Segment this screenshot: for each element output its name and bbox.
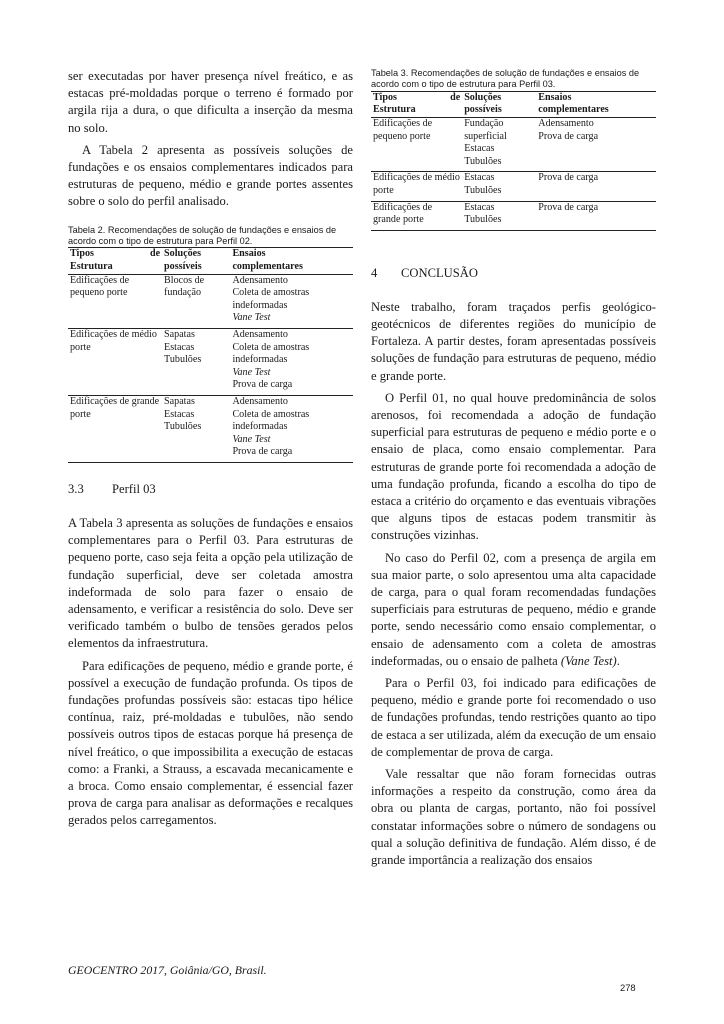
table-caption: Tabela 3. Recomendações de solução de fundações e ensaios de acordo com o tipo de estrutura para Perfil 03. bbox=[371, 68, 640, 90]
cell-solucoes bbox=[162, 395, 230, 462]
cell-solucoes bbox=[162, 329, 230, 396]
header-text: Tipos bbox=[70, 248, 94, 260]
paragraph: O Perfil 01, no qual houve predominância de solos arenosos, foi recomendada a adoção de fundação superficial para estruturas de pequeno e médio porte e o ensaio de placa, como ensaio complementar. Para estruturas de grande porte foi recomendada a adoção de uma fundação profunda, ficando a escolha do tipo de estaca a critério do orçamento e das eventuais vibrações que alguns tipos de estacas podem transmitir às construções vizinhas. bbox=[371, 390, 656, 543]
header-text: Tipos bbox=[373, 91, 397, 103]
paragraph-text: No caso do Perfil 02, com a presença de argila em sua maior parte, o solo apresentou uma alta capacidade de carga, para o qual foram recomendadas fundações superficiais para estruturas de pequeno, médio e grande porte, sendo necessário como ensaio complementar, o ensaio de adensamento com a coleta de amostras indeformadas, ou o ensaio de palheta bbox=[371, 550, 656, 668]
cell-tipo: Edificações de pequeno porte bbox=[70, 274, 130, 299]
page-number: 278 bbox=[620, 982, 636, 993]
cell-line: fundação bbox=[164, 287, 202, 299]
cell-ensaios bbox=[230, 274, 353, 328]
cell-ensaios bbox=[536, 118, 656, 172]
italic-term: (Vane Test) bbox=[560, 653, 617, 668]
cell-ensaios bbox=[536, 172, 656, 201]
header-text: complementares bbox=[232, 261, 303, 273]
cell-tipo: Edificações de médio porte bbox=[70, 329, 157, 353]
header-tipos bbox=[371, 91, 462, 117]
cell-line: Sapatas bbox=[164, 395, 195, 407]
header-text: possíveis bbox=[164, 261, 202, 273]
cell-line: Adensamento bbox=[232, 329, 288, 340]
paragraph: ser executadas por haver presença nível freático, e as estacas pré-moldadas porque o terreno é formado por argila rija a dura, o que dificulta a inserção da mesma no solo. bbox=[68, 69, 353, 135]
cell-line: indeformadas bbox=[232, 421, 288, 433]
table bbox=[68, 247, 353, 463]
table-row bbox=[371, 172, 656, 201]
cell-line: Coleta de amostras bbox=[232, 341, 310, 353]
cell-tipo: Edificações de grande porte bbox=[373, 201, 433, 226]
header-text: Soluções bbox=[164, 248, 202, 260]
table-row bbox=[68, 329, 353, 396]
header-text: de bbox=[450, 91, 461, 103]
cell-line: Prova de carga bbox=[232, 379, 293, 391]
cell-line: Sapatas bbox=[164, 329, 195, 340]
cell-line: Vane Test bbox=[232, 366, 271, 378]
header-text: Soluções bbox=[464, 91, 502, 103]
cell-ensaios bbox=[230, 329, 353, 396]
cell-tipo: Edificações de médio porte bbox=[373, 172, 460, 196]
header-text: Estrutura bbox=[70, 261, 113, 273]
header-text: possíveis bbox=[464, 104, 502, 116]
paragraph: A Tabela 3 apresenta as soluções de fundações e ensaios complementares para o Perfil 03. Para estruturas de pequeno porte, caso seja feita a opção pela utilização de fundação superficial, deve ser coletada amostra indeformada de solo para fazer o ensaio de adensamento, e verificar a resistência do solo. Deve ser verificado também o bulbo de tensões gerados pelos elementos da infraestrutura. bbox=[68, 515, 353, 651]
section-title: CONCLUSÃO bbox=[401, 265, 478, 280]
table-row bbox=[68, 274, 353, 328]
table-row bbox=[371, 201, 656, 230]
paragraph: Para o Perfil 03, foi indicado para edificações de pequeno, médio e grande porte foi recomendado o uso de fundações profundas, tendo restrições quanto ao tipo de estaca a ser utilizada, além da execução de um ensaio de complementar de prova de carga. bbox=[371, 676, 656, 759]
cell-solucoes bbox=[462, 201, 536, 230]
cell-line: Tubulões bbox=[464, 184, 502, 196]
section-heading-3-3 bbox=[68, 481, 353, 498]
paragraph bbox=[371, 550, 656, 670]
header-text: Estrutura bbox=[373, 104, 416, 116]
table-3 bbox=[371, 68, 656, 231]
right-column bbox=[371, 68, 656, 869]
section-title: Perfil 03 bbox=[112, 481, 156, 496]
cell-line: indeformadas bbox=[232, 299, 288, 311]
table-2 bbox=[68, 225, 353, 463]
cell-line: Estacas bbox=[464, 172, 495, 184]
cell-line: Vane Test bbox=[232, 312, 271, 324]
header-solucoes bbox=[462, 91, 536, 117]
cell-solucoes bbox=[162, 274, 230, 328]
cell-line: Tubulões bbox=[164, 421, 202, 433]
header-solucoes bbox=[162, 248, 230, 274]
table-row bbox=[68, 395, 353, 462]
cell-tipo: Edificações de pequeno porte bbox=[373, 118, 433, 142]
left-column bbox=[68, 68, 353, 830]
cell-line: Prova de carga bbox=[232, 446, 293, 458]
cell-line: Fundação bbox=[464, 118, 504, 129]
table-caption: Tabela 2. Recomendações de solução de fundações e ensaios de acordo com o tipo de estrutura para Perfil 02. bbox=[68, 224, 337, 247]
cell-line: Adensamento bbox=[232, 395, 288, 407]
header-text: complementares bbox=[538, 104, 609, 116]
cell-line: Vane Test bbox=[232, 433, 271, 445]
cell-line: superficial bbox=[464, 130, 507, 142]
cell-line: Prova de carga bbox=[538, 201, 599, 213]
paragraph: Neste trabalho, foram traçados perfis geológico-geotécnicos de diferentes regiões do município de Fortaleza. A partir destes, foram apresentadas possíveis soluções de fundação para estruturas de pequeno, médio e grande porte. bbox=[371, 299, 656, 383]
header-text: de bbox=[149, 248, 161, 260]
header-ensaios bbox=[230, 248, 353, 274]
cell-line: Prova de carga bbox=[538, 172, 599, 184]
cell-solucoes bbox=[462, 118, 536, 172]
cell-solucoes bbox=[462, 172, 536, 201]
cell-line: Adensamento bbox=[232, 274, 288, 286]
cell-line: Estacas bbox=[164, 341, 195, 353]
cell-line: Adensamento bbox=[538, 118, 594, 129]
section-heading-4 bbox=[371, 265, 656, 282]
cell-ensaios bbox=[536, 201, 656, 230]
header-text: Ensaios bbox=[232, 248, 266, 260]
paragraph: Vale ressaltar que não foram fornecidas outras informações a respeito da construção, como área da obra ou planta de cargas, portanto, não foi possível constatar informações sobre o número de sondagens ou qual a solução definitiva de fundação. Além disso, é de grande importância a realização dos ensaios bbox=[371, 767, 656, 868]
cell-ensaios bbox=[230, 395, 353, 462]
cell-tipo: Edificações de grande porte bbox=[70, 395, 160, 420]
paragraph: A Tabela 2 apresenta as possíveis soluções de fundações e os ensaios complementares indicados para estruturas de pequeno, médio e grande portes assentes sobre o solo do perfil analisado. bbox=[68, 142, 353, 209]
header-ensaios bbox=[536, 91, 656, 117]
cell-line: indeformadas bbox=[232, 354, 288, 366]
cell-line: Blocos de bbox=[164, 274, 205, 286]
table bbox=[371, 91, 656, 231]
header-tipos bbox=[68, 248, 162, 274]
cell-line: Estacas bbox=[164, 408, 195, 420]
table-row bbox=[371, 118, 656, 172]
cell-line: Tubulões bbox=[464, 214, 502, 226]
section-number: 3.3 bbox=[68, 481, 84, 496]
section-number: 4 bbox=[371, 265, 378, 280]
cell-line: Prova de carga bbox=[538, 130, 599, 142]
paragraph-text: . bbox=[616, 653, 620, 668]
cell-line: Tubulões bbox=[164, 354, 202, 366]
cell-line: Coleta de amostras bbox=[232, 287, 310, 299]
cell-line: Coleta de amostras bbox=[232, 408, 310, 420]
header-text: Ensaios bbox=[538, 91, 572, 103]
table-header-row bbox=[68, 248, 353, 274]
footer-conference: GEOCENTRO 2017, Goiânia/GO, Brasil. bbox=[68, 963, 267, 977]
cell-line: Estacas bbox=[464, 201, 495, 213]
table-header-row bbox=[371, 91, 656, 117]
cell-line: Tubulões bbox=[464, 155, 502, 167]
cell-line: Estacas bbox=[464, 143, 495, 155]
paragraph: Para edificações de pequeno, médio e grande porte, é possível a execução de fundação profunda. Os tipos de fundações profundas possíveis são: estacas tipo hélice contínua, raiz, pré-moldadas e tubulões, não sendo possíveis outros tipos de estacas porque há presença de nível freático, o que impossibilita a execução de estacas como: a Franki, a Strauss, a escavada mecanicamente e a broca. Como ensaio complementar, é essencial fazer prova de carga para analisar as deformações e recalques gerados pelos carregamentos. bbox=[68, 658, 353, 828]
